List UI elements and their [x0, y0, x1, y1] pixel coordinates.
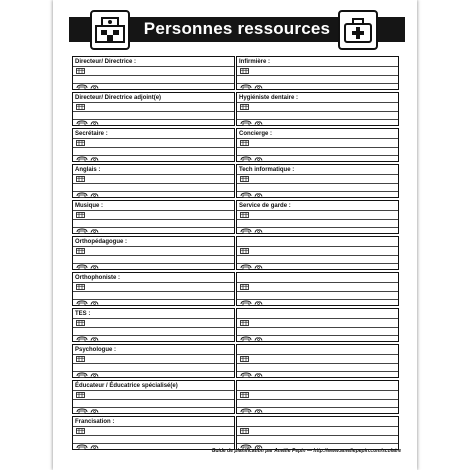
- contact-box: [72, 56, 235, 90]
- divider-line: [237, 66, 398, 67]
- email-icon: [90, 228, 99, 234]
- email-icon: [254, 264, 263, 270]
- email-icon: [254, 228, 263, 234]
- fax-icon: [76, 212, 85, 218]
- divider-line: [73, 210, 234, 211]
- divider-line: [73, 102, 234, 103]
- contact-label: Musique :: [75, 203, 103, 209]
- telephone-icon: [240, 120, 253, 126]
- fax-icon: [76, 392, 85, 398]
- divider-line: [237, 138, 398, 139]
- divider-line: [237, 147, 398, 148]
- email-icon: [254, 120, 263, 126]
- telephone-icon: [240, 336, 253, 342]
- email-icon: [90, 336, 99, 342]
- telephone-icon: [240, 156, 253, 162]
- divider-line: [237, 111, 398, 112]
- contact-box: [72, 128, 235, 162]
- divider-line: [73, 390, 234, 391]
- footer-credit: Guide de planification par Amélie Pepin — http://www.ameliepepin.com/scolaire: [211, 448, 401, 454]
- telephone-icon: [76, 300, 89, 306]
- contact-label: Psychologue :: [75, 347, 117, 353]
- fax-icon: [240, 428, 249, 434]
- first-aid-kit-icon: [338, 10, 378, 50]
- divider-line: [73, 399, 234, 400]
- telephone-icon: [76, 444, 89, 450]
- divider-line: [73, 282, 234, 283]
- divider-line: [73, 291, 234, 292]
- fax-icon: [76, 140, 85, 146]
- divider-line: [73, 219, 234, 220]
- page-title: Personnes ressources: [143, 19, 331, 38]
- telephone-icon: [76, 336, 89, 342]
- contact-label: Francisation :: [75, 419, 115, 425]
- contact-box: [236, 416, 399, 450]
- email-icon: [254, 408, 263, 414]
- fax-icon: [76, 320, 85, 326]
- divider-line: [73, 327, 234, 328]
- contact-label: Directeur/ Directrice :: [75, 59, 137, 65]
- fax-icon: [240, 248, 249, 254]
- divider-line: [73, 318, 234, 319]
- email-icon: [90, 192, 99, 198]
- fax-icon: [240, 212, 249, 218]
- contact-label: TES :: [75, 311, 91, 317]
- email-icon: [90, 372, 99, 378]
- fax-icon: [76, 248, 85, 254]
- telephone-icon: [240, 84, 253, 90]
- telephone-icon: [76, 408, 89, 414]
- fax-icon: [76, 176, 85, 182]
- divider-line: [73, 111, 234, 112]
- fax-icon: [240, 284, 249, 290]
- telephone-icon: [240, 264, 253, 270]
- divider-line: [237, 390, 398, 391]
- contact-label: Éducateur / Éducatrice spécialisé(e): [75, 383, 178, 389]
- contact-box: [72, 380, 235, 414]
- contact-box: [236, 92, 399, 126]
- fax-icon: [240, 104, 249, 110]
- contact-label: Tech informatique :: [239, 167, 295, 173]
- telephone-icon: [240, 408, 253, 414]
- fax-icon: [240, 176, 249, 182]
- divider-line: [73, 246, 234, 247]
- email-icon: [254, 336, 263, 342]
- telephone-icon: [76, 228, 89, 234]
- telephone-icon: [76, 156, 89, 162]
- email-icon: [90, 120, 99, 126]
- email-icon: [90, 408, 99, 414]
- contact-label: Directeur/ Directrice adjoint(e): [75, 95, 162, 101]
- contact-box: [236, 272, 399, 306]
- divider-line: [73, 363, 234, 364]
- contact-box: [72, 164, 235, 198]
- divider-line: [237, 183, 398, 184]
- fax-icon: [240, 320, 249, 326]
- divider-line: [237, 363, 398, 364]
- divider-line: [73, 435, 234, 436]
- planner-page: [53, 0, 417, 470]
- telephone-icon: [76, 372, 89, 378]
- telephone-icon: [76, 264, 89, 270]
- divider-line: [73, 138, 234, 139]
- school-emblem-icon: [90, 10, 130, 50]
- contact-box: [236, 308, 399, 342]
- divider-line: [237, 426, 398, 427]
- fax-icon: [76, 104, 85, 110]
- divider-line: [237, 219, 398, 220]
- divider-line: [237, 255, 398, 256]
- contact-box: [236, 236, 399, 270]
- contact-box: [236, 380, 399, 414]
- email-icon: [90, 300, 99, 306]
- email-icon: [90, 264, 99, 270]
- fax-icon: [76, 356, 85, 362]
- email-icon: [90, 84, 99, 90]
- fax-icon: [240, 392, 249, 398]
- email-icon: [254, 300, 263, 306]
- divider-line: [237, 399, 398, 400]
- divider-line: [237, 75, 398, 76]
- contact-box: [72, 92, 235, 126]
- telephone-icon: [240, 300, 253, 306]
- divider-line: [73, 147, 234, 148]
- divider-line: [237, 435, 398, 436]
- contact-label: Infirmière :: [239, 59, 271, 65]
- contact-box: [72, 308, 235, 342]
- divider-line: [237, 102, 398, 103]
- divider-line: [237, 174, 398, 175]
- contact-box: [236, 164, 399, 198]
- email-icon: [254, 156, 263, 162]
- telephone-icon: [240, 372, 253, 378]
- divider-line: [237, 282, 398, 283]
- contact-box: [72, 344, 235, 378]
- contact-box: [72, 272, 235, 306]
- email-icon: [254, 372, 263, 378]
- contact-label: Secrétaire :: [75, 131, 108, 137]
- email-icon: [254, 192, 263, 198]
- divider-line: [73, 174, 234, 175]
- divider-line: [73, 66, 234, 67]
- contact-box: [236, 56, 399, 90]
- contact-label: Hygiéniste dentaire :: [239, 95, 299, 101]
- telephone-icon: [240, 192, 253, 198]
- divider-line: [73, 426, 234, 427]
- contact-label: Orthopédagogue :: [75, 239, 127, 245]
- contact-box: [236, 128, 399, 162]
- email-icon: [254, 84, 263, 90]
- fax-icon: [240, 140, 249, 146]
- divider-line: [73, 183, 234, 184]
- contact-label: Anglais :: [75, 167, 101, 173]
- divider-line: [237, 291, 398, 292]
- divider-line: [73, 75, 234, 76]
- telephone-icon: [76, 120, 89, 126]
- divider-line: [237, 318, 398, 319]
- contact-box: [72, 416, 235, 450]
- telephone-icon: [240, 228, 253, 234]
- divider-line: [237, 327, 398, 328]
- contact-label: Orthophoniste :: [75, 275, 120, 281]
- telephone-icon: [76, 84, 89, 90]
- email-icon: [90, 444, 99, 450]
- fax-icon: [240, 68, 249, 74]
- fax-icon: [76, 428, 85, 434]
- contact-box: [236, 344, 399, 378]
- fax-icon: [76, 284, 85, 290]
- divider-line: [237, 246, 398, 247]
- divider-line: [73, 354, 234, 355]
- contact-box: [72, 236, 235, 270]
- email-icon: [90, 156, 99, 162]
- fax-icon: [76, 68, 85, 74]
- contact-box: [236, 200, 399, 234]
- divider-line: [237, 354, 398, 355]
- divider-line: [73, 255, 234, 256]
- divider-line: [237, 210, 398, 211]
- contact-label: Concierge :: [239, 131, 273, 137]
- fax-icon: [240, 356, 249, 362]
- telephone-icon: [76, 192, 89, 198]
- contact-box: [72, 200, 235, 234]
- contact-label: Service de garde :: [239, 203, 291, 209]
